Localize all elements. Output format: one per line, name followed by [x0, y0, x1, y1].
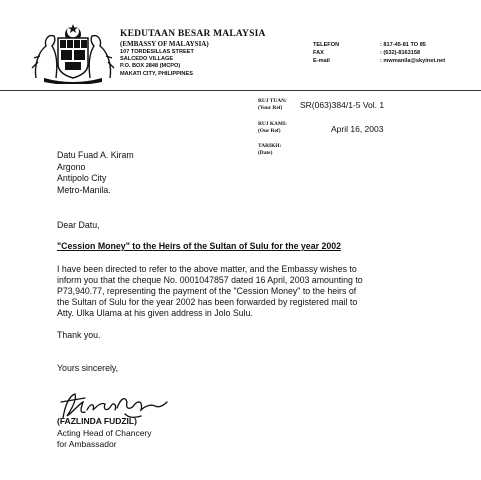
address-line: 107 TORDESILLAS STREET [120, 49, 194, 55]
letter-date: April 16, 2003 [331, 124, 384, 134]
address-line: SALCEDO VILLAGE [120, 56, 174, 63]
address-line: MAKATI CITY, PHILIPPINES [120, 70, 193, 77]
recipient-line: Metro-Manila. [57, 184, 111, 195]
date-label-english: (Date) [258, 149, 273, 156]
signatory-title: Acting Head of Chancery [57, 428, 152, 438]
date-label-malay: TARIKH: [258, 143, 282, 149]
date-label [258, 143, 281, 156]
address-line: P.O. BOX 2848 (MCPO) [120, 63, 181, 70]
email-value: : mwmanila@skyinet.net [380, 58, 446, 64]
our-ref-label [258, 121, 287, 134]
body-line: the Sultan of Sulu for the year 2002 has been forwarded by registered mail to [57, 297, 358, 307]
telefon-label: TELEFON [313, 42, 340, 48]
our-ref-label-malay: RUJ KAMI: [258, 121, 287, 127]
body-paragraph [57, 264, 427, 319]
recipient-address [57, 150, 134, 196]
body-line: I have been directed to refer to the above matter, and the Embassy wishes to [57, 264, 357, 274]
your-ref-value: SR(063)384/1-5 Vol. 1 [300, 100, 385, 110]
your-ref-label [258, 98, 287, 111]
thanks-line: Thank you. [57, 330, 101, 340]
email-label: E-mail [313, 58, 330, 64]
body-line: Atty. Ulka Ulama at his given address in Jolo Sulu. [57, 308, 253, 318]
your-ref-label-english: (Your Ref) [258, 104, 283, 111]
salutation: Dear Datu, [57, 220, 100, 230]
telefon-value: : 817-45-81 TO 85 [380, 42, 426, 48]
our-ref-label-english: (Our Ref) [258, 127, 281, 134]
coat-of-arms-icon [30, 22, 116, 84]
embassy-name-english: (EMBASSY OF MALAYSIA) [120, 40, 209, 48]
embassy-name: KEDUTAAN BESAR MALAYSIA [120, 29, 266, 39]
body-line: inform you that the cheque No. 0001047857 dated 16 April, 2003 amounting to [57, 275, 363, 285]
contact-values [380, 41, 445, 65]
fax-value: : (632)-8163158 [380, 50, 421, 56]
fax-label: FAX [313, 50, 324, 56]
signatory-name: (FAZLINDA FUDZIL) [57, 416, 137, 426]
letterhead-divider [0, 90, 481, 91]
signatory-for: for Ambassador [57, 439, 117, 449]
body-line: P73,940.77, representing the payment of the "Cession Money" to the heirs of [57, 286, 357, 296]
subject-line: "Cession Money" to the Heirs of the Sultan of Sulu for the year 2002 [57, 241, 342, 251]
recipient-line: Antipolo City [57, 173, 107, 183]
embassy-address [120, 49, 194, 78]
contact-labels [313, 41, 339, 65]
recipient-line: Datu Fuad A. Kiram [57, 150, 134, 160]
your-ref-label-malay: RUJ TUAN: [258, 98, 287, 104]
closing-line: Yours sincerely, [57, 363, 119, 373]
recipient-line: Argono [57, 161, 86, 172]
